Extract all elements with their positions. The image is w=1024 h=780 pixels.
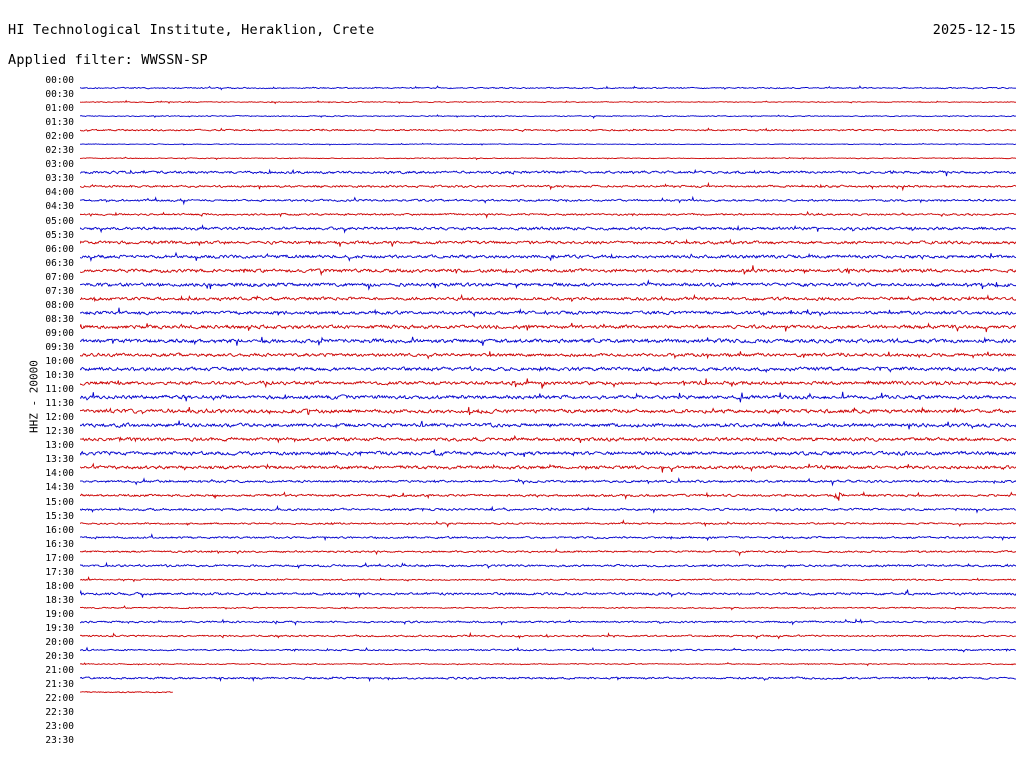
time-tick-label: 18:00 [45,580,74,592]
trace-0430 [80,212,1016,217]
time-tick-label: 14:00 [45,468,74,480]
time-tick-label: 17:00 [45,552,74,564]
trace-0400 [80,197,1016,203]
time-tick-label: 18:30 [45,594,74,606]
time-tick-label: 00:30 [45,89,74,101]
trace-1700 [80,563,1016,568]
trace-1830 [80,606,1016,610]
trace-0130 [80,128,1016,131]
trace-1500 [80,507,1016,513]
trace-0200 [80,143,1016,145]
trace-1000 [80,367,1016,372]
trace-2030 [80,663,1016,666]
trace-0700 [80,281,1016,289]
seismogram-plot [80,82,1016,768]
y-axis-label: HHZ - 20000 [27,360,41,433]
trace-1130 [80,407,1016,415]
trace-1800 [80,590,1016,598]
time-tick-label: 04:00 [45,187,74,199]
time-axis-ticks [0,0,78,747]
time-tick-label: 14:30 [45,482,74,494]
trace-1100 [80,392,1016,402]
time-tick-label: 13:30 [45,454,74,466]
time-tick-label: 19:00 [45,608,74,620]
time-tick-label: 20:00 [45,637,74,648]
time-tick-label: 12:30 [45,426,74,438]
time-tick-label: 08:00 [45,299,74,311]
trace-0900 [80,337,1016,346]
time-tick-label: 22:30 [45,707,74,719]
trace-1730 [80,577,1016,581]
time-tick-label: 09:00 [45,327,74,339]
time-tick-label: 12:00 [45,412,74,424]
trace-0230 [80,157,1016,159]
trace-0630 [80,265,1016,274]
time-tick-label: 05:00 [45,215,74,227]
time-tick-label: 07:30 [45,285,74,297]
time-tick-label: 04:30 [45,201,74,213]
trace-1200 [80,421,1016,430]
time-tick-label: 19:30 [45,622,74,634]
trace-1900 [80,620,1016,625]
page-title: HI Technological Institute, Heraklion, Crete [8,22,375,38]
trace-0600 [80,253,1016,261]
trace-1300 [80,450,1016,457]
time-tick-label: 23:00 [45,721,74,733]
trace-0300 [80,170,1016,176]
time-tick-label: 20:30 [45,651,74,663]
time-tick-label: 15:30 [45,510,74,522]
trace-1430 [80,493,1016,501]
trace-0730 [80,295,1016,301]
time-tick-label: 11:30 [45,398,74,410]
trace-2100 [80,677,1016,681]
time-tick-label: 07:00 [45,271,74,283]
time-tick-label: 01:00 [45,103,74,115]
seismogram-traces [80,82,1016,768]
trace-0330 [80,184,1016,190]
time-tick-label: 16:00 [45,524,74,536]
trace-0800 [80,308,1016,316]
time-tick-label: 02:30 [45,145,74,157]
trace-0530 [80,240,1016,247]
trace-0500 [80,226,1016,232]
time-tick-label: 06:00 [45,243,74,255]
time-tick-label: 15:00 [45,496,74,508]
trace-1230 [80,436,1016,443]
time-tick-label: 03:30 [45,173,74,185]
time-tick-label: 01:30 [45,117,74,129]
trace-1630 [80,549,1016,555]
time-tick-label: 13:00 [45,440,74,452]
trace-2130 [80,692,173,693]
trace-1330 [80,464,1016,473]
trace-1400 [80,479,1016,485]
time-tick-label: 10:30 [45,370,74,382]
trace-1600 [80,535,1016,540]
trace-0030 [80,101,1016,104]
time-tick-label: 02:00 [45,131,74,143]
time-tick-label: 10:00 [45,356,74,367]
time-tick-label: 00:00 [45,75,74,86]
applied-filter-label: Applied filter: WWSSN-SP [8,52,208,68]
time-tick-label: 11:00 [45,384,74,396]
time-tick-label: 16:30 [45,538,74,550]
trace-2000 [80,648,1016,652]
time-tick-label: 06:30 [45,257,74,269]
trace-1930 [80,633,1016,638]
time-tick-label: 09:30 [45,341,74,353]
trace-1530 [80,521,1016,527]
record-date: 2025-12-15 [932,22,1016,38]
trace-0000 [80,86,1016,89]
trace-0930 [80,351,1016,358]
time-tick-label: 08:30 [45,313,74,325]
trace-1030 [80,378,1016,388]
time-tick-label: 21:00 [45,665,74,677]
time-tick-label: 17:30 [45,566,74,578]
time-tick-label: 03:00 [45,159,74,171]
time-tick-label: 23:30 [45,735,74,747]
time-tick-label: 22:00 [45,693,74,705]
time-tick-label: 05:30 [45,229,74,241]
trace-0100 [80,115,1016,118]
time-tick-label: 21:30 [45,679,74,691]
trace-0830 [80,323,1016,332]
